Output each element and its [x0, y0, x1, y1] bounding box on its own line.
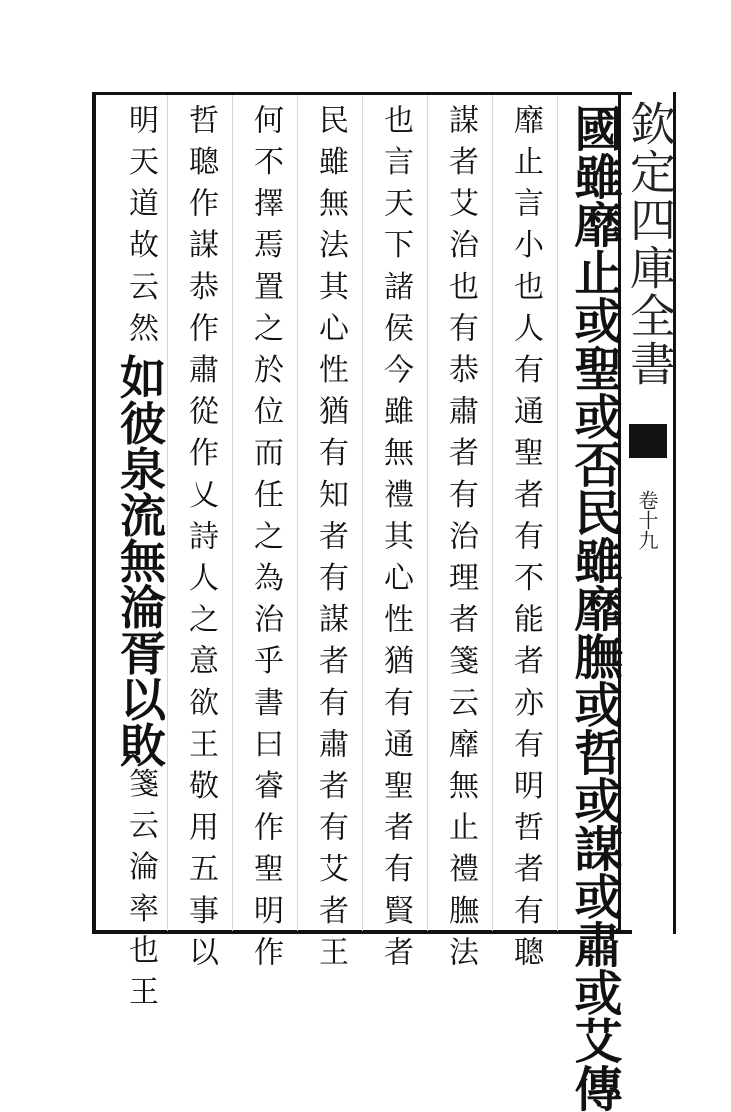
text-column-2-commentary: 靡止言小也人有通聖者有不能者亦有明哲者有聰 [508, 104, 543, 978]
text-column-1-main: 國雖靡止或聖或否民雖靡膴或哲或謀或肅或艾傳 [566, 104, 622, 1112]
column-rule [167, 95, 168, 931]
margin-chapter-number: 卷十九 [635, 490, 659, 550]
commentary-segment: 箋云淪率也王 [123, 767, 158, 1018]
column-rule [362, 95, 363, 931]
column-rule [297, 95, 298, 931]
column-rule [492, 95, 493, 931]
text-column-5-commentary: 民雖無法其心性猶有知者有謀者有肅者有艾者王 [313, 104, 348, 978]
main-text-segment: 如彼泉流無淪胥以敗 [113, 353, 167, 768]
page-margin-strip [618, 92, 676, 934]
text-column-3-commentary: 謀者艾治也有恭肅者有治理者箋云靡無止禮膴法 [443, 104, 478, 978]
text-column-6-commentary: 何不擇焉置之於位而任之為治乎書曰睿作聖明作 [248, 104, 283, 978]
fishtail-block [629, 424, 667, 458]
column-rule [557, 95, 558, 931]
margin-book-title: 欽定四庫全書 [623, 100, 677, 388]
text-column-7-commentary: 哲聰作謀恭作肅從作乂詩人之意欲王敬用五事以 [183, 104, 218, 978]
commentary-segment: 明天道故云然 [123, 104, 158, 354]
text-column-4-commentary: 也言天下諸侯今雖無禮其心性猶有通聖者有賢者 [378, 104, 413, 978]
column-rule [232, 95, 233, 931]
column-rule [427, 95, 428, 931]
text-column-8-mixed [112, 104, 167, 1018]
